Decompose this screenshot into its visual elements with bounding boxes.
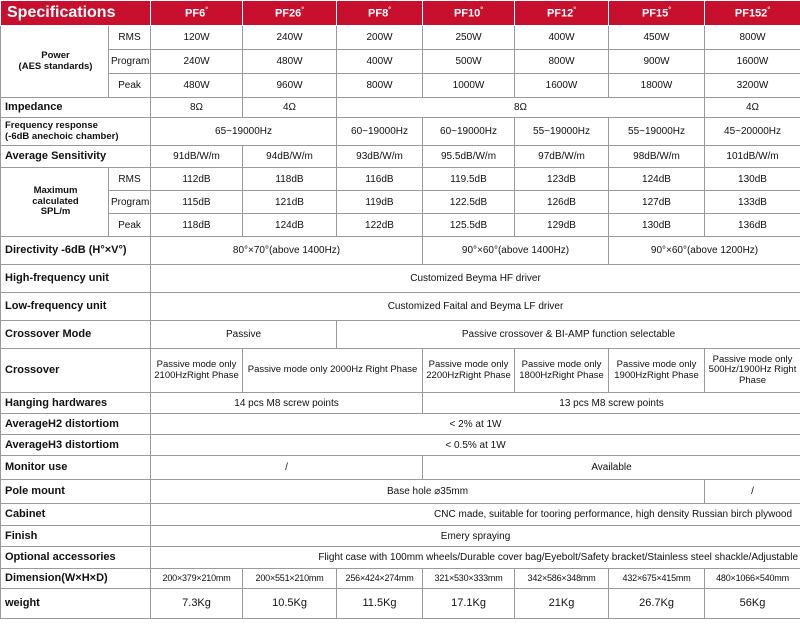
table-cell: 480×1066×540mm <box>705 569 800 589</box>
table-cell: 8Ω <box>337 98 705 118</box>
table-cell: 60~19000Hz <box>423 118 515 146</box>
table-row <box>1 569 800 589</box>
table-row <box>1 435 800 456</box>
table-row <box>1 98 800 118</box>
table-cell: 800W <box>705 26 800 50</box>
table-cell: 10.5Kg <box>243 589 337 619</box>
accessories-label: Optional accessories <box>1 547 151 569</box>
table-cell: Flight case with 100mm wheels/Durable cover bag/Eyebolt/Safety bracket/Stainless steel shackle/Adjustable <box>151 547 800 569</box>
table-cell: 119dB <box>337 191 423 214</box>
table-cell: 800W <box>337 74 423 98</box>
table-cell: 125.5dB <box>423 214 515 237</box>
dimension-label: Dimension(W×H×D) <box>1 569 151 589</box>
table-cell: 97dB/W/m <box>515 146 609 168</box>
table-cell: 122dB <box>337 214 423 237</box>
table-row <box>1 118 800 146</box>
table-cell: 130dB <box>705 168 800 191</box>
table-row <box>1 265 800 293</box>
sub-label: Program <box>109 50 151 74</box>
table-cell: 321×530×333mm <box>423 569 515 589</box>
table-cell: Base hole ⌀35mm <box>151 480 705 504</box>
table-cell: 7.3Kg <box>151 589 243 619</box>
table-cell: 98dB/W/m <box>609 146 705 168</box>
table-cell: 55~19000Hz <box>609 118 705 146</box>
table-cell: 129dB <box>515 214 609 237</box>
cabinet-label: Cabinet <box>1 504 151 526</box>
table-row <box>1 26 800 50</box>
table-cell: Customized Beyma HF driver <box>151 265 800 293</box>
table-cell: 136dB <box>705 214 800 237</box>
model-header: PF26° <box>243 1 337 26</box>
model-header: PF15° <box>609 1 705 26</box>
table-cell: 120W <box>151 26 243 50</box>
table-cell: 124dB <box>609 168 705 191</box>
table-cell: 133dB <box>705 191 800 214</box>
table-cell: 121dB <box>243 191 337 214</box>
table-cell: 93dB/W/m <box>337 146 423 168</box>
table-cell: 90°×60°(above 1200Hz) <box>609 237 800 265</box>
table-cell: < 2% at 1W <box>151 414 800 435</box>
table-cell: 123dB <box>515 168 609 191</box>
table-cell: Available <box>423 456 800 480</box>
table-cell: 95.5dB/W/m <box>423 146 515 168</box>
table-cell: < 0.5% at 1W <box>151 435 800 456</box>
sub-label: Peak <box>109 214 151 237</box>
table-cell: 4Ω <box>705 98 800 118</box>
table-cell: Passive mode only 2000Hz Right Phase <box>243 349 423 393</box>
table-cell: 122.5dB <box>423 191 515 214</box>
table-cell: 90°×60°(above 1400Hz) <box>423 237 609 265</box>
table-cell: 45~20000Hz <box>705 118 800 146</box>
table-cell: 800W <box>515 50 609 74</box>
table-cell: 450W <box>609 26 705 50</box>
table-cell: 112dB <box>151 168 243 191</box>
table-cell: 94dB/W/m <box>243 146 337 168</box>
table-cell: 500W <box>423 50 515 74</box>
table-cell: / <box>705 480 800 504</box>
table-row <box>1 456 800 480</box>
table-cell: 200×551×210mm <box>243 569 337 589</box>
model-header: PF12° <box>515 1 609 26</box>
crossover-mode-label: Crossover Mode <box>1 321 151 349</box>
table-cell: 55~19000Hz <box>515 118 609 146</box>
table-cell: 400W <box>337 50 423 74</box>
hf-label: High-frequency unit <box>1 265 151 293</box>
table-cell: 80°×70°(above 1400Hz) <box>151 237 423 265</box>
table-cell: 200×379×210mm <box>151 569 243 589</box>
table-row <box>1 547 800 569</box>
table-cell: 900W <box>609 50 705 74</box>
table-cell: Passive crossover & BI-AMP function selectable <box>337 321 800 349</box>
table-row <box>1 504 800 526</box>
table-cell: / <box>151 456 423 480</box>
sub-label: RMS <box>109 26 151 50</box>
lf-label: Low-frequency unit <box>1 293 151 321</box>
table-row <box>1 293 800 321</box>
table-cell: 432×675×415mm <box>609 569 705 589</box>
table-cell: 13 pcs M8 screw points <box>423 393 800 414</box>
table-cell: 240W <box>151 50 243 74</box>
sub-label: RMS <box>109 168 151 191</box>
table-cell: 4Ω <box>243 98 337 118</box>
table-row <box>1 214 800 237</box>
table-row <box>1 321 800 349</box>
table-row <box>1 349 800 393</box>
table-cell: 124dB <box>243 214 337 237</box>
table-cell: 11.5Kg <box>337 589 423 619</box>
table-cell: 91dB/W/m <box>151 146 243 168</box>
table-cell: 256×424×274mm <box>337 569 423 589</box>
table-cell: 116dB <box>337 168 423 191</box>
table-cell: 1600W <box>705 50 800 74</box>
model-header: PF10° <box>423 1 515 26</box>
table-cell: 250W <box>423 26 515 50</box>
impedance-label: Impedance <box>1 98 151 118</box>
table-cell: Customized Faital and Beyma LF driver <box>151 293 800 321</box>
table-cell: 119.5dB <box>423 168 515 191</box>
directivity-label: Directivity -6dB (H°×V°) <box>1 237 151 265</box>
table-row <box>1 74 800 98</box>
table-cell: 480W <box>243 50 337 74</box>
table-cell: 1800W <box>609 74 705 98</box>
table-cell: Passive mode only 1800HzRight Phase <box>515 349 609 393</box>
table-cell: Passive mode only 1900HzRight Phase <box>609 349 705 393</box>
table-cell: 342×586×348mm <box>515 569 609 589</box>
table-row <box>1 414 800 435</box>
table-cell: Passive mode only 2100HzRight Phase <box>151 349 243 393</box>
hanging-label: Hanging hardwares <box>1 393 151 414</box>
crossover-label: Crossover <box>1 349 151 393</box>
table-row <box>1 526 800 547</box>
table-title: Specifications <box>1 1 151 26</box>
table-cell: 65~19000Hz <box>151 118 337 146</box>
table-cell: 56Kg <box>705 589 800 619</box>
monitor-label: Monitor use <box>1 456 151 480</box>
table-cell: 60~19000Hz <box>337 118 423 146</box>
table-cell: 130dB <box>609 214 705 237</box>
table-cell: 3200W <box>705 74 800 98</box>
spl-label: Maximum calculated SPL/m <box>1 168 109 237</box>
model-header: PF8° <box>337 1 423 26</box>
table-row <box>1 146 800 168</box>
table-cell: 118dB <box>243 168 337 191</box>
table-row <box>1 191 800 214</box>
table-cell: Emery spraying <box>151 526 800 547</box>
table-row <box>1 589 800 619</box>
table-row <box>1 480 800 504</box>
h3-label: AverageH3 distortiom <box>1 435 151 456</box>
sub-label: Peak <box>109 74 151 98</box>
table-cell: Passive <box>151 321 337 349</box>
table-row <box>1 237 800 265</box>
table-cell: 1000W <box>423 74 515 98</box>
table-cell: 126dB <box>515 191 609 214</box>
power-label: Power (AES standards) <box>1 26 109 98</box>
table-cell: 14 pcs M8 screw points <box>151 393 423 414</box>
pole-label: Pole mount <box>1 480 151 504</box>
finish-label: Finish <box>1 526 151 547</box>
h2-label: AverageH2 distortiom <box>1 414 151 435</box>
sub-label: Program <box>109 191 151 214</box>
table-cell: 8Ω <box>151 98 243 118</box>
table-cell: 1600W <box>515 74 609 98</box>
table-cell: 127dB <box>609 191 705 214</box>
table-cell: 118dB <box>151 214 243 237</box>
model-header: PF6° <box>151 1 243 26</box>
table-cell: 200W <box>337 26 423 50</box>
header-row <box>1 1 800 26</box>
table-cell: 480W <box>151 74 243 98</box>
table-cell: CNC made, suitable for tooring performance, high density Russian birch plywood <box>151 504 800 526</box>
table-cell: 400W <box>515 26 609 50</box>
table-cell: 101dB/W/m <box>705 146 800 168</box>
table-cell: 240W <box>243 26 337 50</box>
table-row <box>1 168 800 191</box>
table-cell: 17.1Kg <box>423 589 515 619</box>
table-cell: Passive mode only 2200HzRight Phase <box>423 349 515 393</box>
model-header: PF152° <box>705 1 800 26</box>
table-cell: Passive mode only 500Hz/1900Hz Right Phase <box>705 349 800 393</box>
weight-label: weight <box>1 589 151 619</box>
table-row <box>1 50 800 74</box>
frequency-label: Frequency response (-6dB anechoic chamber) <box>1 118 151 146</box>
table-row <box>1 393 800 414</box>
table-cell: 26.7Kg <box>609 589 705 619</box>
table-cell: 21Kg <box>515 589 609 619</box>
table-cell: 960W <box>243 74 337 98</box>
table-cell: 115dB <box>151 191 243 214</box>
sensitivity-label: Average Sensitivity <box>1 146 151 168</box>
